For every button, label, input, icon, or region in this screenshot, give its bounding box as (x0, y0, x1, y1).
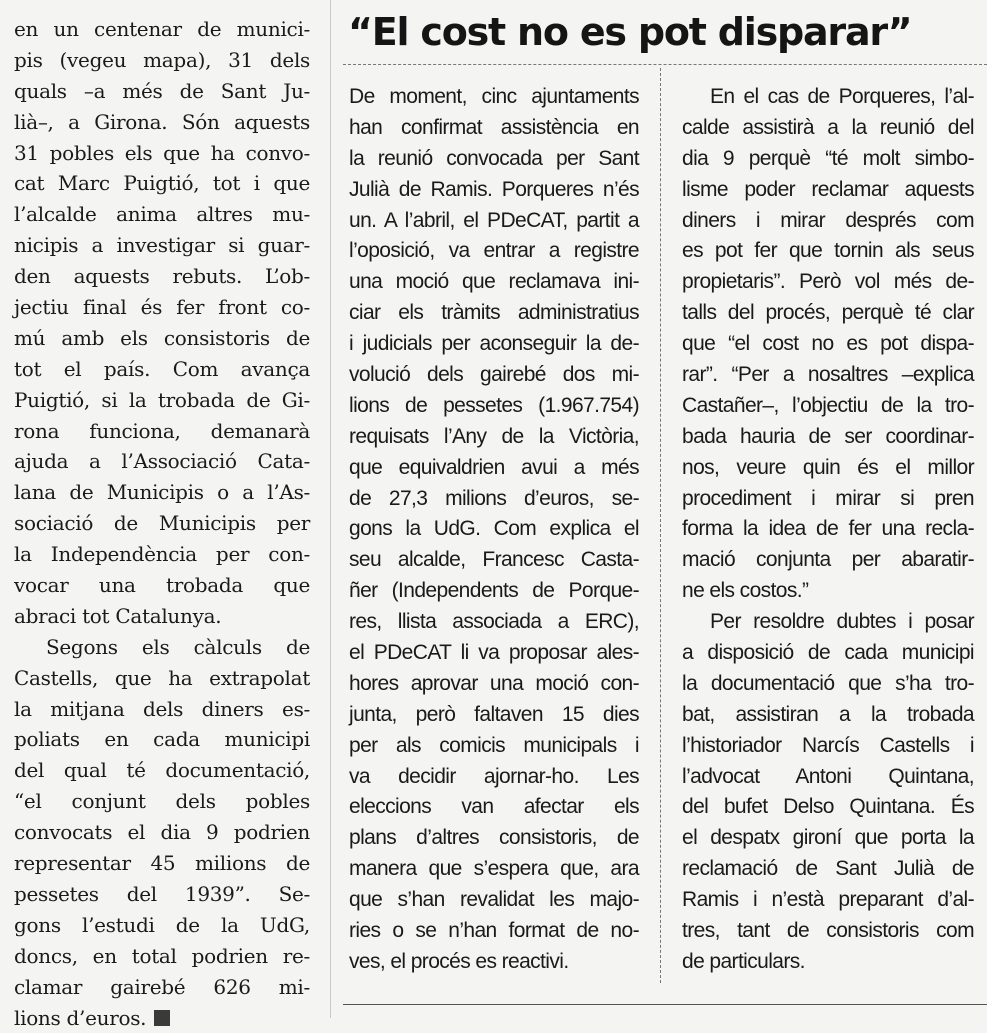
article-headline: “El cost no es pot disparar” (348, 8, 911, 56)
text-line: rar”. “Per a nosaltres –explica (682, 360, 974, 391)
text-line: Segons els càlculs de (14, 632, 310, 663)
text-line: ajuda a l’Associació Cata- (14, 446, 310, 477)
text-line: Puigtió, si la trobada de Gi- (14, 385, 310, 416)
left-column-text (14, 14, 310, 1033)
middle-column-text (349, 82, 639, 978)
text-line: tres, tant de consistoris com (682, 916, 974, 947)
text-line: cat Marc Puigtió, tot i que (14, 168, 310, 199)
text-line: del bufet Delso Quintana. És (682, 792, 974, 823)
text-line: En el cas de Porqueres, l’al- (682, 82, 974, 113)
text-line: gons l’estudi de la UdG, (14, 910, 310, 941)
text-line: sociació de Municipis per (14, 508, 310, 539)
text-line: mació conjunta per abaratir- (682, 545, 974, 576)
text-line: reclamació de Sant Julià de (682, 854, 974, 885)
text-line: talls del procés, perquè té clar (682, 298, 974, 329)
dashed-column-separator (660, 68, 661, 983)
headline-rule (343, 64, 987, 66)
text-line: poliats en cada municipi (14, 724, 310, 755)
text-line: junta, però faltaven 15 dies (349, 700, 639, 731)
text-line: bada hauria de ser coordinar- (682, 422, 974, 453)
text-line: eleccions van afectar els (349, 792, 639, 823)
text-line: la mitjana dels diners es- (14, 694, 310, 725)
text-line: representar 45 milions de (14, 848, 310, 879)
text-line: lià–, a Girona. Són aquests (14, 107, 310, 138)
text-line: ries o se n’han format de no- (349, 916, 639, 947)
text-line: volució dels gairebé dos mi- (349, 360, 639, 391)
text-line: la Independència per con- (14, 539, 310, 570)
text-line: clamar gairebé 626 mi- (14, 972, 310, 1003)
text-line: per als comicis municipals i (349, 731, 639, 762)
text-line: l’alcalde anima altres mu- (14, 199, 310, 230)
text-line: pessetes del 1939”. Se- (14, 879, 310, 910)
text-line: convocats el dia 9 podrien (14, 817, 310, 848)
text-line: dia 9 perquè “té molt simbo- (682, 144, 974, 175)
text-line: que equivaldrien avui a més (349, 453, 639, 484)
text-line: un. A l’abril, el PDeCAT, partit a (349, 206, 639, 237)
text-line: de 27,3 milions d’euros, se- (349, 484, 639, 515)
text-line: mú amb els consistoris de (14, 323, 310, 354)
text-line: el despatx gironí que porta la (682, 823, 974, 854)
text-line: en un centenar de munici- (14, 14, 310, 45)
text-line: 31 pobles els que ha convo- (14, 138, 310, 169)
text-line: ñer (Independents de Porque- (349, 576, 639, 607)
right-column-text (682, 82, 974, 978)
text-line: la documentació que s’ha tro- (682, 669, 974, 700)
text-line: calde assistirà a la reunió del (682, 113, 974, 144)
text-line: l’oposició, va entrar a registre (349, 236, 639, 267)
text-line: l’historiador Narcís Castells i (682, 731, 974, 762)
text-line: rona funciona, demanarà (14, 416, 310, 447)
text-line: lana de Municipis o a l’As- (14, 477, 310, 508)
text-line: han confirmat assistència en (349, 113, 639, 144)
text-line: jectiu final és fer front co- (14, 292, 310, 323)
text-line: que “el cost no es pot dispa- (682, 329, 974, 360)
text-line: Julià de Ramis. Porqueres n’és (349, 175, 639, 206)
text-line: “el conjunt dels pobles (14, 786, 310, 817)
bottom-rule (343, 1004, 987, 1005)
text-line: ne els costos.” (682, 576, 974, 607)
text-line: de particulars. (682, 947, 974, 978)
text-line: tot el país. Com avança (14, 354, 310, 385)
text-line: lisme poder reclamar aquests (682, 175, 974, 206)
text-line: l’advocat Antoni Quintana, (682, 762, 974, 793)
text-line: gons la UdG. Com explica el (349, 514, 639, 545)
text-line: bat, assistiran a la trobada (682, 700, 974, 731)
text-line: Castañer–, l’objectiu de la tro- (682, 391, 974, 422)
text-line: Per resoldre dubtes i posar (682, 607, 974, 638)
text-line: lions de pessetes (1.967.754) (349, 391, 639, 422)
text-line: i judicials per aconseguir la de- (349, 329, 639, 360)
text-line: una moció que reclamava ini- (349, 267, 639, 298)
text-line: manera que s’espera que, ara (349, 854, 639, 885)
text-line: Castells, que ha extrapolat (14, 663, 310, 694)
text-line: hores aprovar una moció con- (349, 669, 639, 700)
text-line: del qual té documentació, (14, 755, 310, 786)
text-line: doncs, en total podrien re- (14, 941, 310, 972)
text-line: lions d’euros. (14, 1003, 310, 1033)
text-line: procediment i mirar si pren (682, 484, 974, 515)
text-line: nos, veure quin és el millor (682, 453, 974, 484)
text-line: nicipis a investigar si guar- (14, 230, 310, 261)
text-line: el PDeCAT li va proposar ales- (349, 638, 639, 669)
text-line: quals –a més de Sant Ju- (14, 76, 310, 107)
text-line: va decidir ajornar-ho. Les (349, 762, 639, 793)
text-line: Ramis i n’està preparant d’al- (682, 885, 974, 916)
text-line: abraci tot Catalunya. (14, 601, 310, 632)
text-line: diners i mirar després com (682, 206, 974, 237)
text-line: seu alcalde, Francesc Casta- (349, 545, 639, 576)
text-line: propietaris”. Però vol més de- (682, 267, 974, 298)
column-divider (330, 0, 331, 1018)
text-line: forma la idea de fer una recla- (682, 514, 974, 545)
text-line: a disposició de cada municipi (682, 638, 974, 669)
text-line: pis (vegeu mapa), 31 dels (14, 45, 310, 76)
text-line: vocar una trobada que (14, 570, 310, 601)
text-line: que s’han revalidat les majo- (349, 885, 639, 916)
text-line: plans d’altres consistoris, de (349, 823, 639, 854)
text-line: la reunió convocada per Sant (349, 144, 639, 175)
text-line: ves, el procés es reactivi. (349, 947, 639, 978)
text-line: res, llista associada a ERC), (349, 607, 639, 638)
text-line: den aquests rebuts. L’ob- (14, 261, 310, 292)
text-line: ciar els tràmits administratius (349, 298, 639, 329)
text-line: es pot fer que tornin als seus (682, 236, 974, 267)
text-line: De moment, cinc ajuntaments (349, 82, 639, 113)
text-line: requisats l’Any de la Victòria, (349, 422, 639, 453)
